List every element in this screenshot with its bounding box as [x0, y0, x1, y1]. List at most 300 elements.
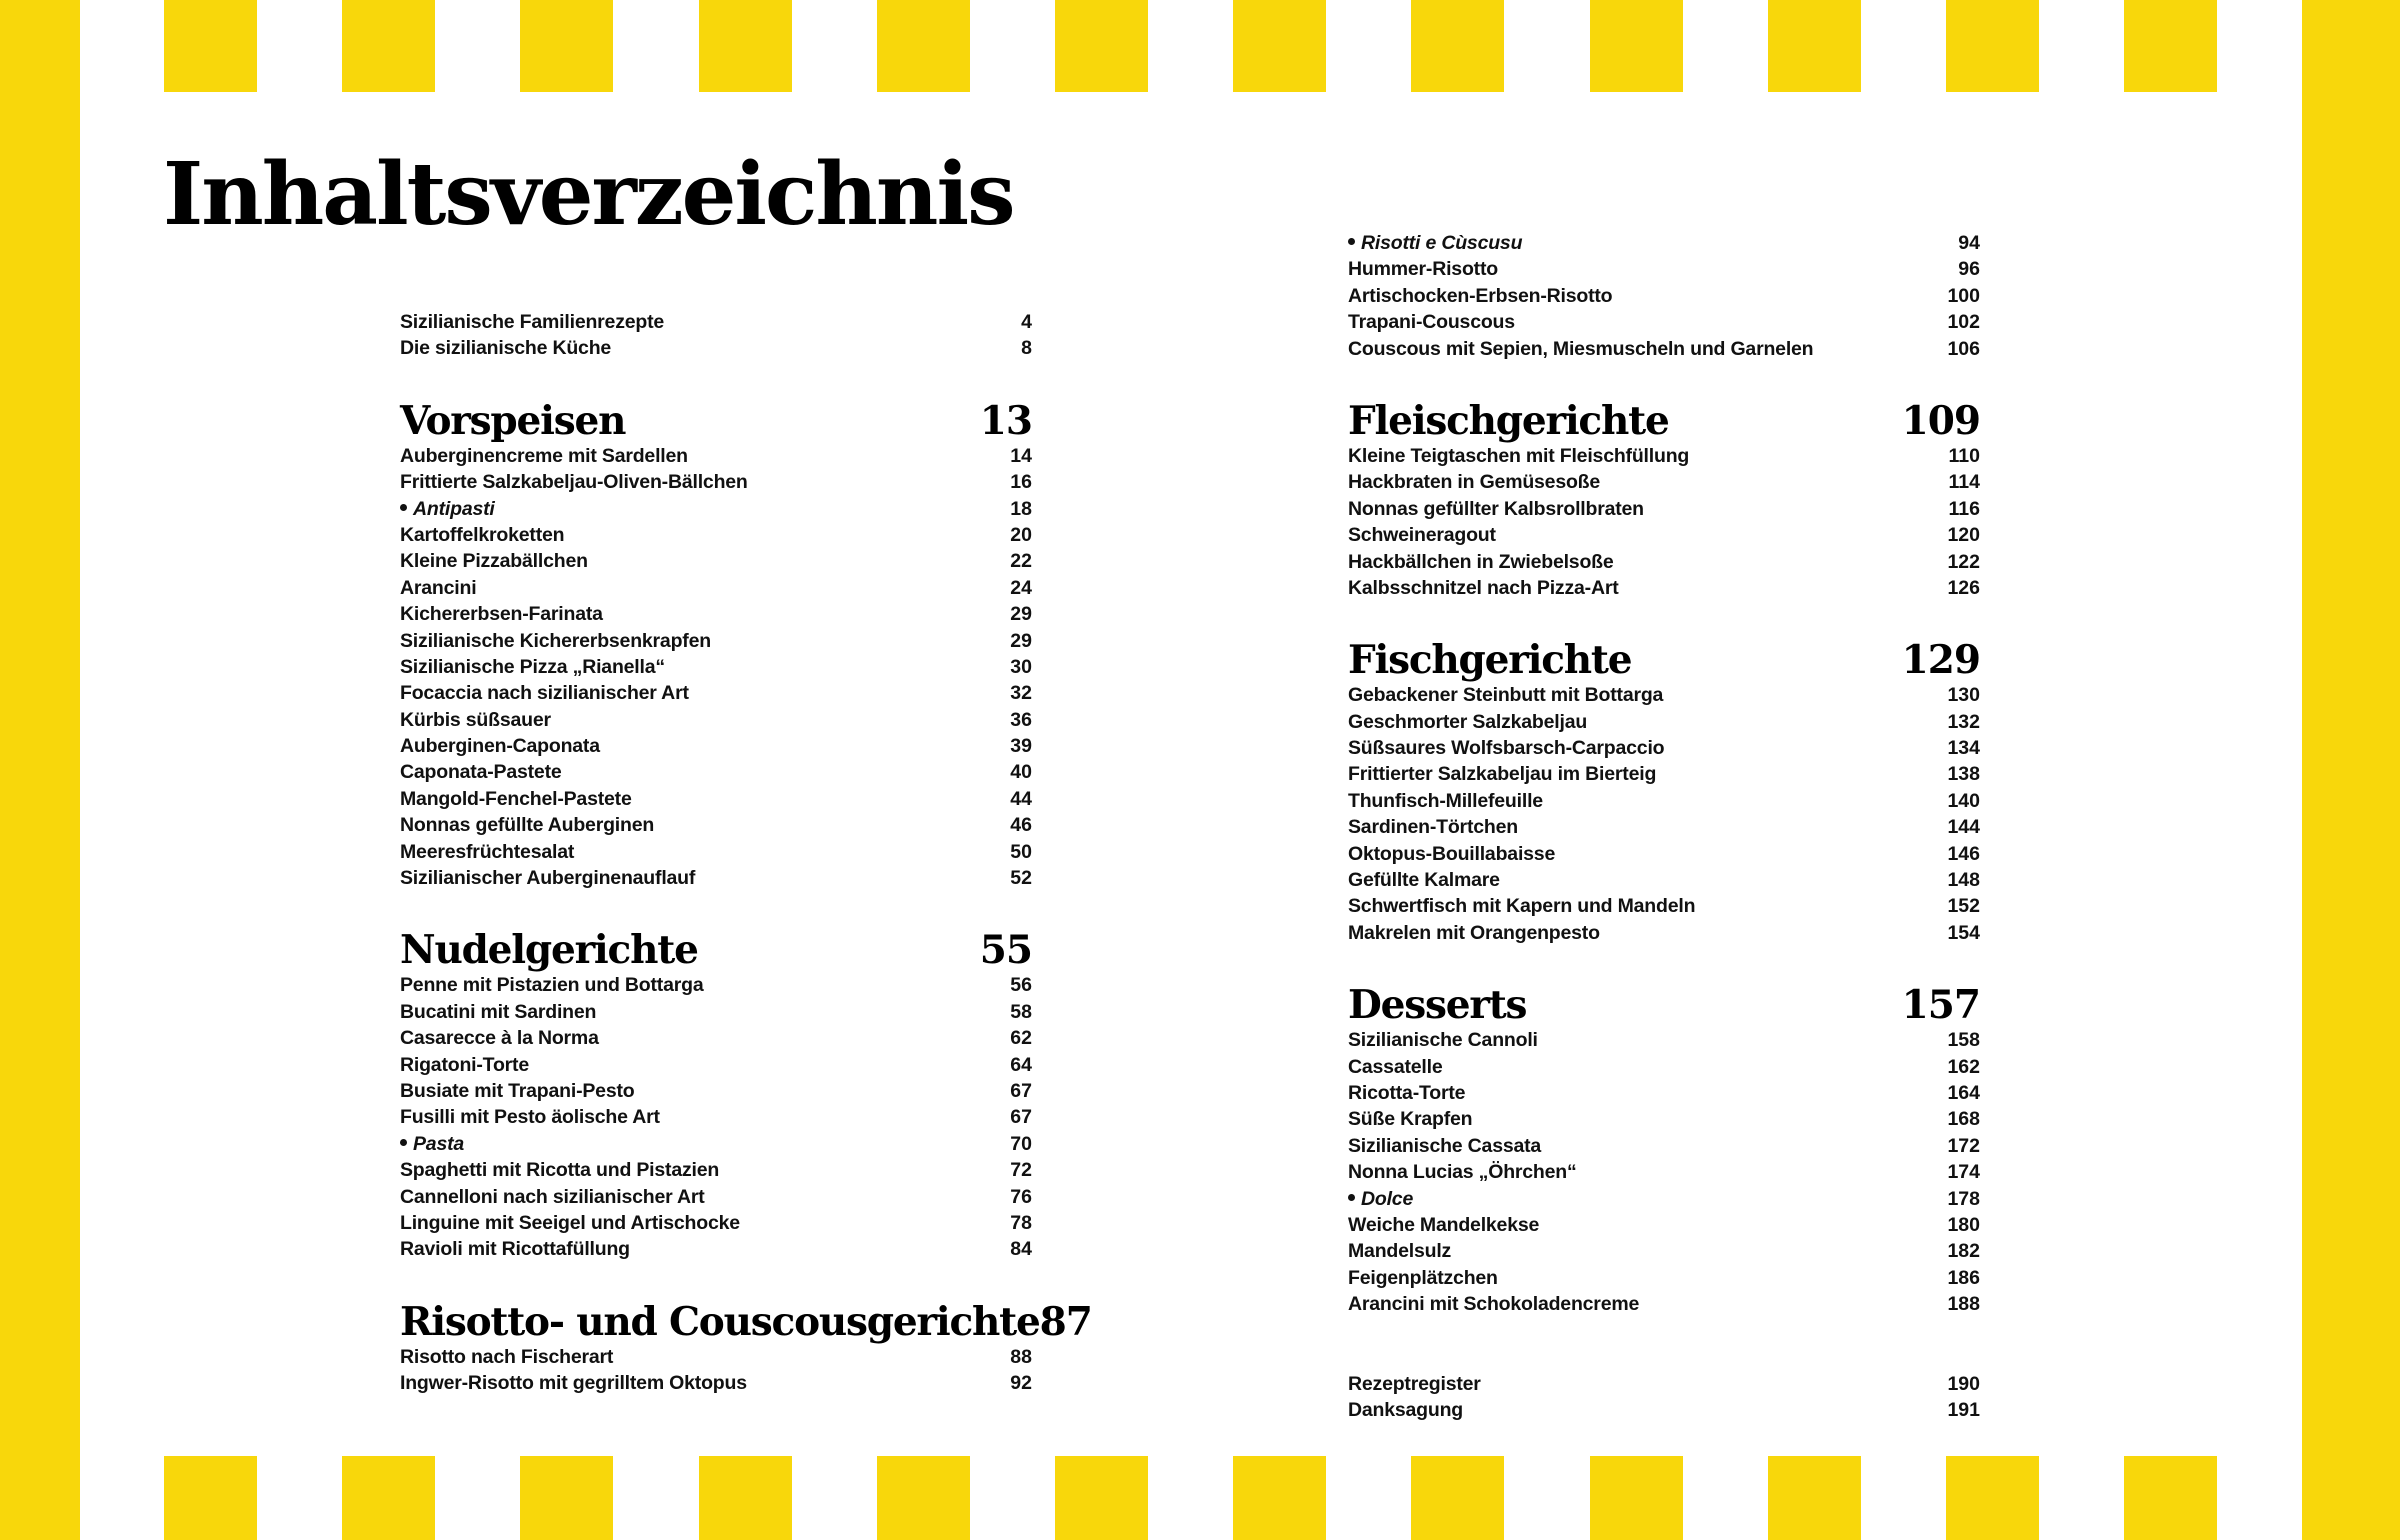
entry-page-number: 164: [1947, 1081, 1980, 1104]
entry-text: Fusilli mit Pesto äolische Art: [400, 1106, 660, 1129]
entry-page-number: 24: [1010, 576, 1032, 599]
toc-entry[interactable]: [400, 999, 1032, 1025]
section-title: Fleischgerichte: [1348, 397, 1669, 444]
stripe-bottom: [1946, 1456, 2039, 1540]
entry-label: [1348, 1291, 1639, 1317]
entry-page-number: 152: [1947, 895, 1980, 918]
entry-label: [1348, 1080, 1465, 1106]
stripe-top: [1768, 0, 1861, 92]
entry-text: Sardinen-Törtchen: [1348, 816, 1518, 839]
entry-page-number: 122: [1947, 550, 1980, 573]
stripe-top: [1055, 0, 1148, 92]
entry-page-number: 186: [1947, 1266, 1980, 1289]
toc-entry[interactable]: [400, 601, 1032, 627]
entry-text: Feigenplätzchen: [1348, 1266, 1498, 1289]
section-title: Vorspeisen: [400, 397, 626, 444]
bullet-icon: [1348, 1194, 1355, 1201]
toc-entry[interactable]: [1348, 522, 1980, 548]
toc-entry[interactable]: [400, 865, 1032, 891]
entry-label: [400, 335, 611, 361]
entry-page-number: 62: [1010, 1027, 1032, 1050]
entry-page-number: 72: [1010, 1159, 1032, 1182]
stripe-bottom: [1411, 1456, 1504, 1540]
toc-entry[interactable]: [1348, 1159, 1980, 1185]
entry-page-number: 29: [1010, 603, 1032, 626]
entry-label: [1348, 1397, 1463, 1423]
entry-page-number: 191: [1947, 1398, 1980, 1421]
toc-entry[interactable]: [1348, 496, 1980, 522]
entry-label: [1348, 336, 1813, 362]
toc-entry[interactable]: [1348, 1106, 1980, 1132]
section-page-number: 13: [979, 397, 1032, 444]
section-page-number: 129: [1901, 637, 1980, 684]
entry-text: Casarecce à la Norma: [400, 1027, 599, 1050]
entry-text: Danksagung: [1348, 1398, 1464, 1421]
toc-entry[interactable]: [400, 628, 1032, 654]
entry-label: [1348, 709, 1587, 735]
toc-entry[interactable]: [400, 496, 1032, 522]
entry-text: Ravioli mit Ricottafüllung: [400, 1238, 630, 1261]
entry-label: [400, 1184, 705, 1210]
toc-entry[interactable]: [400, 575, 1032, 601]
toc-column-right: [1348, 230, 1980, 1423]
section-page-number: 109: [1901, 397, 1980, 444]
entry-page-number: 39: [1010, 735, 1032, 758]
toc-entry[interactable]: [400, 1025, 1032, 1051]
toc-entry[interactable]: [400, 1104, 1032, 1130]
stripe-bottom: [1233, 1456, 1326, 1540]
stripe-bottom: [1055, 1456, 1148, 1540]
section-heading[interactable]: [400, 928, 1032, 972]
toc-entry[interactable]: [400, 548, 1032, 574]
entry-label: [1348, 1212, 1539, 1238]
entry-page-number: 126: [1947, 576, 1980, 599]
entry-text: Rezeptregister: [1348, 1372, 1481, 1395]
entry-label: [400, 707, 551, 733]
entry-text: Kleine Pizzabällchen: [400, 550, 588, 573]
entry-page-number: 50: [1010, 840, 1032, 863]
entry-text: Auberginen-Caponata: [400, 735, 600, 758]
entry-text: Meeresfrüchtesalat: [400, 840, 575, 863]
toc-entry[interactable]: [400, 654, 1032, 680]
entry-text: Penne mit Pistazien und Bottarga: [400, 974, 704, 997]
entry-label: [400, 733, 600, 759]
entry-page-number: 96: [1958, 258, 1980, 281]
entry-page-number: 8: [1021, 337, 1032, 360]
entry-text: Artischocken-Erbsen-Risotto: [1348, 284, 1613, 307]
toc-entry[interactable]: [400, 733, 1032, 759]
section-heading[interactable]: [1348, 399, 1980, 443]
entry-page-number: 56: [1010, 974, 1032, 997]
entry-label: [1348, 788, 1543, 814]
toc-entry[interactable]: [1348, 735, 1980, 761]
yellow-border-left: [0, 0, 80, 1540]
entry-page-number: 58: [1010, 1000, 1032, 1023]
entry-page-number: 178: [1947, 1187, 1980, 1210]
entry-label: [400, 1078, 634, 1104]
entry-label: [400, 522, 564, 548]
entry-label: [400, 469, 748, 495]
entry-page-number: 110: [1948, 444, 1980, 467]
entry-label: [400, 759, 562, 785]
entry-page-number: 158: [1947, 1029, 1980, 1052]
entry-label: [400, 999, 596, 1025]
toc-entry[interactable]: [1348, 443, 1980, 469]
toc-entry[interactable]: [1348, 709, 1980, 735]
entry-label: [1348, 735, 1664, 761]
toc-entry[interactable]: [400, 759, 1032, 785]
toc-entry[interactable]: [1348, 1265, 1980, 1291]
entry-label: [400, 575, 476, 601]
entry-text: Thunfisch-Millefeuille: [1348, 789, 1543, 812]
entry-page-number: 67: [1010, 1079, 1032, 1102]
entry-page-number: 88: [1010, 1345, 1032, 1368]
toc-entry[interactable]: [1348, 336, 1980, 362]
toc-entry[interactable]: [400, 1236, 1032, 1262]
entry-text: Kürbis süßsauer: [400, 708, 551, 731]
entry-label: [1348, 1027, 1538, 1053]
entry-text: Rigatoni-Torte: [400, 1053, 529, 1076]
entry-label: [400, 654, 665, 680]
entry-label: [1348, 549, 1614, 575]
section-heading[interactable]: [400, 399, 1032, 443]
entry-label: [400, 786, 632, 812]
yellow-border-right: [2302, 0, 2400, 1540]
toc-entry[interactable]: [400, 1344, 1032, 1370]
section-page-number: 55: [979, 927, 1032, 974]
toc-entry[interactable]: [400, 1184, 1032, 1210]
toc-entry[interactable]: [1348, 1397, 1980, 1423]
entry-text: Caponata-Pastete: [400, 761, 562, 784]
stripe-bottom: [342, 1456, 435, 1540]
entry-text: Nonnas gefüllter Kalbsrollbraten: [1348, 497, 1644, 520]
entry-text: Nonnas gefüllte Auberginen: [400, 814, 655, 837]
entry-text: Geschmorter Salzkabeljau: [1348, 710, 1588, 733]
toc-entry[interactable]: [1348, 1186, 1980, 1212]
entry-page-number: 182: [1947, 1240, 1980, 1263]
intro-list: [400, 309, 1032, 362]
entry-page-number: 180: [1947, 1213, 1980, 1236]
entry-label: [1348, 841, 1555, 867]
toc-entry[interactable]: [1348, 469, 1980, 495]
entry-page-number: 168: [1947, 1108, 1980, 1131]
entry-label: [400, 309, 664, 335]
entry-label: [400, 496, 495, 522]
toc-entry[interactable]: [400, 1131, 1032, 1157]
entry-text: Schwertfisch mit Kapern und Mandeln: [1348, 895, 1696, 918]
section-title: Nudelgerichte: [400, 927, 698, 974]
entry-label: [400, 1025, 599, 1051]
toc-entry[interactable]: [400, 1370, 1032, 1396]
entry-text: Nonna Lucias „Öhrchen“: [1348, 1161, 1577, 1184]
entry-text: Auberginencreme mit Sardellen: [400, 444, 688, 467]
toc-entry[interactable]: [1348, 682, 1980, 708]
toc-entry[interactable]: [400, 522, 1032, 548]
stripe-top: [2124, 0, 2217, 92]
toc-entry[interactable]: [400, 786, 1032, 812]
entry-text: Sizilianische Cannoli: [1348, 1029, 1538, 1052]
section-heading[interactable]: [1348, 638, 1980, 682]
entry-text: Sizilianische Kichererbsenkrapfen: [400, 629, 711, 652]
toc-entry[interactable]: [400, 1078, 1032, 1104]
entry-text: Sizilianischer Auberginenauflauf: [400, 867, 696, 890]
entry-text: Arancini mit Schokoladencreme: [1348, 1293, 1640, 1316]
entry-text: Mangold-Fenchel-Pastete: [400, 787, 632, 810]
entry-page-number: 114: [1948, 471, 1980, 494]
toc-entry[interactable]: [400, 443, 1032, 469]
toc-entry[interactable]: [1348, 1291, 1980, 1317]
bullet-icon: [400, 1139, 407, 1146]
entry-label: [400, 839, 574, 865]
entry-label: [400, 1157, 719, 1183]
left-sections: [400, 397, 1092, 1397]
entry-label: [1348, 469, 1600, 495]
right-sections: [1348, 399, 1980, 1318]
entry-label: [400, 865, 695, 891]
risotto-continued-list: [1348, 230, 1980, 362]
stripe-band-bottom: [0, 1456, 2400, 1540]
entry-page-number: 70: [1010, 1132, 1032, 1155]
entry-page-number: 20: [1010, 523, 1032, 546]
stripe-top: [342, 0, 435, 92]
toc-entry[interactable]: [1348, 867, 1980, 893]
entry-label: [400, 1052, 529, 1078]
entry-label: [400, 601, 603, 627]
entry-text: Spaghetti mit Ricotta und Pistazien: [400, 1159, 720, 1182]
entry-page-number: 78: [1010, 1211, 1032, 1234]
entry-text: Hackbällchen in Zwiebelsoße: [1348, 550, 1614, 573]
stripe-top: [520, 0, 613, 92]
entry-page-number: 14: [1010, 444, 1032, 467]
stripe-bottom: [164, 1456, 257, 1540]
entry-label: [1348, 256, 1498, 282]
toc-entry[interactable]: [400, 707, 1032, 733]
stripe-bottom: [520, 1456, 613, 1540]
entry-label: [1348, 1186, 1413, 1212]
toc-entry[interactable]: [400, 839, 1032, 865]
stripe-band-top: [0, 0, 2400, 92]
entry-page-number: 138: [1947, 763, 1980, 786]
entry-page-number: 106: [1947, 337, 1980, 360]
toc-entry[interactable]: [1348, 1080, 1980, 1106]
entry-text: Kartoffelkroketten: [400, 523, 565, 546]
toc-entry[interactable]: [400, 972, 1032, 998]
entry-page-number: 94: [1958, 232, 1980, 254]
entry-label: [1348, 1265, 1498, 1291]
stripe-bottom: [1590, 1456, 1683, 1540]
toc-entry[interactable]: [1348, 814, 1980, 840]
entry-label: [1348, 496, 1644, 522]
entry-text: Risotto nach Fischerart: [400, 1345, 614, 1368]
entry-page-number: 146: [1947, 842, 1980, 865]
entry-page-number: 144: [1947, 816, 1980, 839]
stripe-bottom: [1768, 1456, 1861, 1540]
entry-label: [1348, 283, 1612, 309]
entry-text: Die sizilianische Küche: [400, 337, 612, 360]
entry-text: Risotti e Cùscusu: [1361, 232, 1523, 254]
entry-page-number: 32: [1010, 682, 1032, 705]
section-title: Risotto- und Couscousgerichte: [400, 1298, 1040, 1345]
entry-text: Makrelen mit Orangenpesto: [1348, 921, 1600, 944]
toc-entry[interactable]: [1348, 1027, 1980, 1053]
entry-text: Hummer-Risotto: [1348, 258, 1498, 281]
toc-entry[interactable]: [1348, 230, 1980, 256]
section-heading[interactable]: [1348, 983, 1980, 1027]
toc-entry[interactable]: [1348, 920, 1980, 946]
entry-label: [1348, 1238, 1451, 1264]
bullet-icon: [1348, 238, 1355, 245]
entry-page-number: 46: [1010, 814, 1032, 837]
entry-text: Linguine mit Seeigel und Artischocke: [400, 1211, 740, 1234]
entry-page-number: 116: [1948, 497, 1980, 520]
entry-label: [400, 443, 688, 469]
entry-label: [1348, 1133, 1541, 1159]
entry-page-number: 36: [1010, 708, 1032, 731]
entry-label: [1348, 1371, 1481, 1397]
toc-entry[interactable]: [1348, 309, 1980, 335]
toc-entry[interactable]: [1348, 1371, 1980, 1397]
entry-page-number: 100: [1947, 284, 1980, 307]
toc-entry[interactable]: [1348, 256, 1980, 282]
toc-entry[interactable]: [1348, 841, 1980, 867]
entry-label: [1348, 1106, 1472, 1132]
entry-label: [400, 680, 689, 706]
entry-page-number: 4: [1021, 311, 1032, 333]
entry-label: [1348, 761, 1656, 787]
entry-label: [400, 1104, 660, 1130]
entry-text: Dolce: [1361, 1187, 1414, 1210]
entry-label: [400, 1236, 630, 1262]
entry-text: Ricotta-Torte: [1348, 1081, 1466, 1104]
entry-text: Weiche Mandelkekse: [1348, 1213, 1540, 1236]
stripe-top: [1590, 0, 1683, 92]
entry-page-number: 162: [1947, 1055, 1980, 1078]
toc-entry[interactable]: [400, 335, 1032, 361]
entry-label: [400, 1344, 613, 1370]
entry-page-number: 130: [1947, 684, 1980, 707]
entry-page-number: 140: [1947, 789, 1980, 812]
entry-label: [400, 1210, 740, 1236]
entry-text: Oktopus-Bouillabaisse: [1348, 842, 1556, 865]
entry-text: Gefüllte Kalmare: [1348, 869, 1500, 892]
entry-label: [1348, 522, 1496, 548]
stripe-top: [1233, 0, 1326, 92]
toc-entry[interactable]: [1348, 788, 1980, 814]
entry-text: Sizilianische Cassata: [1348, 1134, 1542, 1157]
toc-entry[interactable]: [1348, 283, 1980, 309]
toc-entry[interactable]: [400, 1157, 1032, 1183]
toc-entry[interactable]: [1348, 549, 1980, 575]
toc-entry[interactable]: [400, 812, 1032, 838]
entry-page-number: 188: [1947, 1293, 1980, 1316]
entry-text: Mandelsulz: [1348, 1240, 1452, 1263]
section-title: Desserts: [1348, 982, 1527, 1029]
section-heading[interactable]: [400, 1298, 1092, 1345]
toc-entry[interactable]: [400, 469, 1032, 495]
stripe-top: [164, 0, 257, 92]
stripe-top: [699, 0, 792, 92]
entry-label: [1348, 230, 1522, 256]
entry-text: Frittierte Salzkabeljau-Oliven-Bällchen: [400, 471, 748, 494]
entry-label: [1348, 1159, 1577, 1185]
entry-label: [1348, 920, 1600, 946]
entry-page-number: 30: [1010, 655, 1032, 678]
entry-text: Bucatini mit Sardinen: [400, 1000, 597, 1023]
entry-label: [400, 548, 588, 574]
entry-text: Frittierter Salzkabeljau im Bierteig: [1348, 763, 1657, 786]
entry-label: [400, 628, 711, 654]
entry-page-number: 16: [1010, 471, 1032, 494]
entry-page-number: 154: [1947, 921, 1980, 944]
entry-text: Schweineragout: [1348, 524, 1496, 547]
stripe-top: [1946, 0, 2039, 92]
entry-text: Sizilianische Familienrezepte: [400, 311, 665, 333]
entry-page-number: 148: [1947, 869, 1980, 892]
entry-text: Cannelloni nach sizilianischer Art: [400, 1185, 705, 1208]
entry-page-number: 172: [1947, 1134, 1980, 1157]
entry-page-number: 190: [1947, 1372, 1980, 1395]
entry-text: Kichererbsen-Farinata: [400, 603, 603, 626]
entry-label: [1348, 575, 1619, 601]
spacer: [1348, 1318, 1980, 1371]
entry-text: Couscous mit Sepien, Miesmuscheln und Garnelen: [1348, 337, 1814, 360]
toc-entry[interactable]: [400, 309, 1032, 335]
entry-page-number: 84: [1010, 1238, 1032, 1261]
entry-page-number: 67: [1010, 1106, 1032, 1129]
entry-page-number: 132: [1947, 710, 1980, 733]
entry-label: [400, 1131, 464, 1157]
entry-page-number: 64: [1010, 1053, 1032, 1076]
toc-entry[interactable]: [400, 1210, 1032, 1236]
entry-page-number: 29: [1010, 629, 1032, 652]
toc-column-left: [400, 309, 1092, 1397]
entry-label: [1348, 814, 1518, 840]
toc-entry[interactable]: [1348, 575, 1980, 601]
entry-text: Focaccia nach sizilianischer Art: [400, 682, 689, 705]
entry-text: Busiate mit Trapani-Pesto: [400, 1079, 635, 1102]
entry-label: [400, 812, 654, 838]
section-title: Fischgerichte: [1348, 637, 1632, 684]
toc-entry[interactable]: [1348, 761, 1980, 787]
section-page-number: 157: [1901, 982, 1980, 1029]
entry-text: Cassatelle: [1348, 1055, 1443, 1078]
entry-text: Süße Krapfen: [1348, 1108, 1473, 1131]
toc-entry[interactable]: [1348, 1133, 1980, 1159]
toc-entry[interactable]: [400, 680, 1032, 706]
entry-label: [400, 1370, 747, 1396]
toc-entry[interactable]: [1348, 1238, 1980, 1264]
toc-entry[interactable]: [1348, 1212, 1980, 1238]
entry-text: Hackbraten in Gemüsesoße: [1348, 471, 1601, 494]
entry-text: Ingwer-Risotto mit gegrilltem Oktopus: [400, 1372, 747, 1395]
entry-label: [1348, 1054, 1442, 1080]
entry-label: [1348, 867, 1500, 893]
toc-entry[interactable]: [400, 1052, 1032, 1078]
entry-text: Kleine Teigtaschen mit Fleischfüllung: [1348, 444, 1690, 467]
entry-page-number: 44: [1010, 787, 1032, 810]
stripe-top: [877, 0, 970, 92]
entry-label: [1348, 682, 1663, 708]
page-title: Inhaltsverzeichnis: [163, 144, 1014, 245]
entry-text: Süßsaures Wolfsbarsch-Carpaccio: [1348, 737, 1665, 760]
entry-text: Gebackener Steinbutt mit Bottarga: [1348, 684, 1664, 707]
stripe-top: [1411, 0, 1504, 92]
entry-text: Antipasti: [413, 497, 495, 520]
entry-page-number: 102: [1947, 311, 1980, 334]
stripe-bottom: [877, 1456, 970, 1540]
toc-entry[interactable]: [1348, 1054, 1980, 1080]
toc-entry[interactable]: [1348, 893, 1980, 919]
